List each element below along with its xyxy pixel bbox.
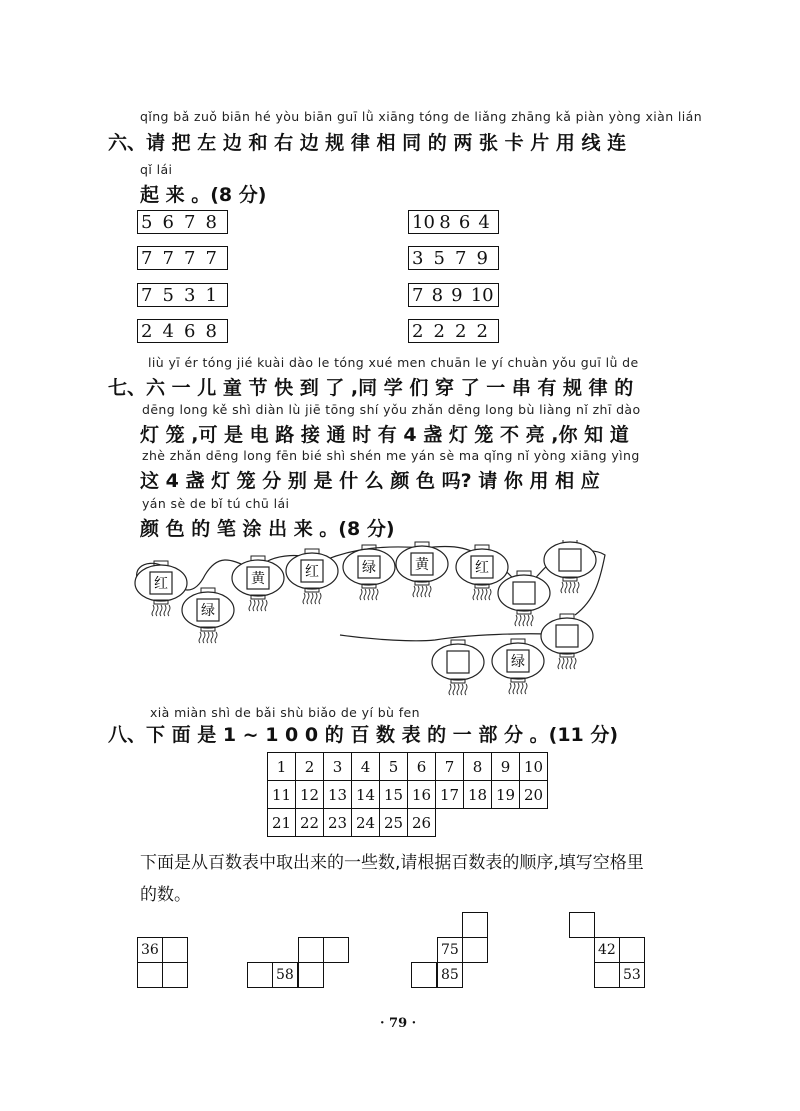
card-number: 3 (412, 247, 424, 269)
lantern[interactable] (135, 561, 187, 616)
lantern[interactable] (232, 556, 284, 611)
puzzle-d-cell-given: 42 (594, 937, 620, 963)
table-cell: 25 (380, 809, 408, 837)
lantern[interactable] (492, 639, 544, 694)
card-number: 9 (476, 247, 488, 269)
table-cell: 20 (520, 781, 548, 809)
left-card[interactable] (137, 210, 228, 234)
card-number: 6 (458, 211, 471, 233)
card-number: 2 (476, 320, 488, 342)
section7-pinyin-4: yán sè de bǐ tú chū lái (142, 496, 290, 511)
hundred-chart-table (267, 752, 548, 837)
card-number: 7 (205, 247, 217, 269)
card-number: 10 (470, 284, 494, 306)
card-number: 2 (455, 320, 467, 342)
card-number: 2 (141, 320, 153, 342)
lantern-label: 黄 (415, 557, 429, 573)
card-number: 8 (205, 211, 217, 233)
table-cell: 14 (352, 781, 380, 809)
card-number: 4 (162, 320, 174, 342)
table-cell: 3 (324, 753, 352, 781)
table-cell: 21 (268, 809, 296, 837)
table-cell (492, 809, 520, 837)
puzzle-c-blank[interactable] (462, 937, 488, 963)
card-number: 4 (478, 211, 490, 233)
card-number: 8 (431, 284, 444, 306)
section7-title-2: 灯 笼 ,可 是 电 路 接 通 时 有 4 盏 灯 笼 不 亮 ,你 知 道 (140, 424, 629, 446)
lantern-label: 红 (305, 564, 319, 580)
page-number: · 79 · (380, 1016, 417, 1031)
card-number: 7 (455, 247, 467, 269)
lantern[interactable] (432, 640, 484, 695)
puzzle-a-blank[interactable] (137, 962, 163, 988)
section7-title-4: 颜 色 的 笔 涂 出 来 。(8 分) (140, 518, 395, 540)
card-number: 9 (451, 284, 463, 306)
table-cell: 11 (268, 781, 296, 809)
card-number: 7 (184, 211, 196, 233)
card-number: 1 (205, 284, 217, 306)
table-cell: 6 (408, 753, 436, 781)
section6-title-2: 起 来 。(8 分) (140, 184, 267, 206)
puzzle-b-blank[interactable] (323, 937, 349, 963)
section6-title-1: 六、请 把 左 边 和 右 边 规 律 相 同 的 两 张 卡 片 用 线 连 (108, 132, 627, 154)
left-card[interactable] (137, 319, 228, 343)
lantern-label: 红 (154, 576, 168, 592)
table-cell: 16 (408, 781, 436, 809)
puzzle-d-cell-given: 53 (619, 962, 645, 988)
card-number: 10 (412, 211, 435, 233)
lantern-label: 绿 (362, 560, 376, 576)
left-card[interactable] (137, 246, 228, 270)
section7-pinyin-2: dēng long kě shì diàn lù jiē tōng shí yǒu zhǎn dēng long bù liàng nǐ zhī dào (142, 402, 641, 417)
card-number: 5 (141, 211, 153, 233)
table-cell: 17 (436, 781, 464, 809)
section7-pinyin-1: liù yī ér tóng jié kuài dào le tóng xué men chuān le yí chuàn yǒu guī lǜ de (148, 355, 639, 370)
table-cell: 15 (380, 781, 408, 809)
card-number: 7 (141, 247, 153, 269)
section8-pinyin-1: xià miàn shì de bǎi shù biǎo de yí bù fen (150, 705, 420, 720)
puzzle-d-blank[interactable] (594, 962, 620, 988)
instruction-line-1: 下面是从百数表中取出来的一些数,请根据百数表的顺序,填写空格里 (140, 853, 644, 873)
section7-title-1: 七、六 一 儿 童 节 快 到 了 ,同 学 们 穿 了 一 串 有 规 律 的 (108, 377, 634, 399)
table-cell: 13 (324, 781, 352, 809)
table-cell: 2 (296, 753, 324, 781)
table-cell: 19 (492, 781, 520, 809)
card-number: 3 (184, 284, 196, 306)
card-number: 7 (412, 284, 424, 306)
card-number: 8 (439, 211, 451, 233)
right-card[interactable] (408, 319, 499, 343)
table-cell: 9 (492, 753, 520, 781)
instruction-line-2: 的数。 (140, 885, 191, 905)
table-cell (520, 809, 548, 837)
puzzle-a-blank[interactable] (162, 937, 188, 963)
lantern[interactable] (343, 545, 395, 600)
puzzle-c-cell-given: 85 (437, 962, 463, 988)
lantern-label: 绿 (201, 603, 215, 619)
left-card[interactable] (137, 283, 228, 307)
card-number: 5 (162, 284, 174, 306)
card-number: 2 (433, 320, 445, 342)
card-number: 6 (184, 320, 196, 342)
puzzle-a-blank[interactable] (162, 962, 188, 988)
puzzle-b-cell-given: 58 (272, 962, 298, 988)
card-number: 7 (184, 247, 196, 269)
lantern-label: 绿 (511, 654, 525, 670)
card-number: 7 (141, 284, 153, 306)
table-cell: 8 (464, 753, 492, 781)
puzzle-c-cell-given: 75 (437, 937, 463, 963)
table-row (268, 809, 548, 837)
section6-pinyin-2: qǐ lái (140, 162, 173, 177)
card-number: 7 (162, 247, 174, 269)
puzzle-d-blank[interactable] (619, 937, 645, 963)
lantern[interactable] (498, 571, 550, 626)
table-cell: 10 (520, 753, 548, 781)
table-cell: 1 (268, 753, 296, 781)
puzzle-b-blank[interactable] (247, 962, 273, 988)
puzzle-a-cell-given: 36 (137, 937, 163, 963)
puzzle-c-blank[interactable] (411, 962, 437, 988)
table-cell: 18 (464, 781, 492, 809)
table-cell: 22 (296, 809, 324, 837)
table-cell (464, 809, 492, 837)
table-cell: 24 (352, 809, 380, 837)
right-card[interactable] (408, 246, 499, 270)
card-number: 2 (412, 320, 424, 342)
puzzle-b-blank[interactable] (298, 937, 324, 963)
section7-title-3: 这 4 盏 灯 笼 分 别 是 什 么 颜 色 吗? 请 你 用 相 应 (140, 470, 600, 492)
table-cell: 26 (408, 809, 436, 837)
table-cell: 4 (352, 753, 380, 781)
card-number: 5 (433, 247, 445, 269)
section6-pinyin-1: qǐng bǎ zuǒ biān hé yòu biān guī lǜ xiāng tóng de liǎng zhāng kǎ piàn yòng xiàn lián (140, 109, 703, 124)
puzzle-b-blank[interactable] (298, 962, 324, 988)
puzzle-c-blank[interactable] (462, 912, 488, 938)
lantern[interactable] (544, 540, 596, 593)
right-card[interactable] (408, 283, 499, 307)
lantern[interactable] (541, 614, 593, 669)
table-row (268, 781, 548, 809)
table-cell: 7 (436, 753, 464, 781)
section8-title-1: 八、下 面 是 1 ~ 1 0 0 的 百 数 表 的 一 部 分 。(11 分) (108, 724, 619, 746)
table-cell: 5 (380, 753, 408, 781)
lantern-label: 红 (475, 560, 489, 576)
card-number: 8 (205, 320, 217, 342)
lantern[interactable] (182, 588, 234, 643)
lantern[interactable] (396, 542, 448, 597)
right-card[interactable] (408, 210, 499, 234)
section7-pinyin-3: zhè zhǎn dēng long fēn bié shì shén me yán sè ma qǐng nǐ yòng xiāng yìng (142, 448, 640, 463)
table-cell: 23 (324, 809, 352, 837)
table-cell: 12 (296, 781, 324, 809)
puzzle-d-blank[interactable] (569, 912, 595, 938)
table-cell (436, 809, 464, 837)
lantern[interactable] (286, 549, 338, 604)
table-row (268, 753, 548, 781)
card-number: 6 (162, 211, 174, 233)
lantern-string-figure (125, 540, 625, 700)
lantern-label: 黄 (251, 571, 265, 587)
